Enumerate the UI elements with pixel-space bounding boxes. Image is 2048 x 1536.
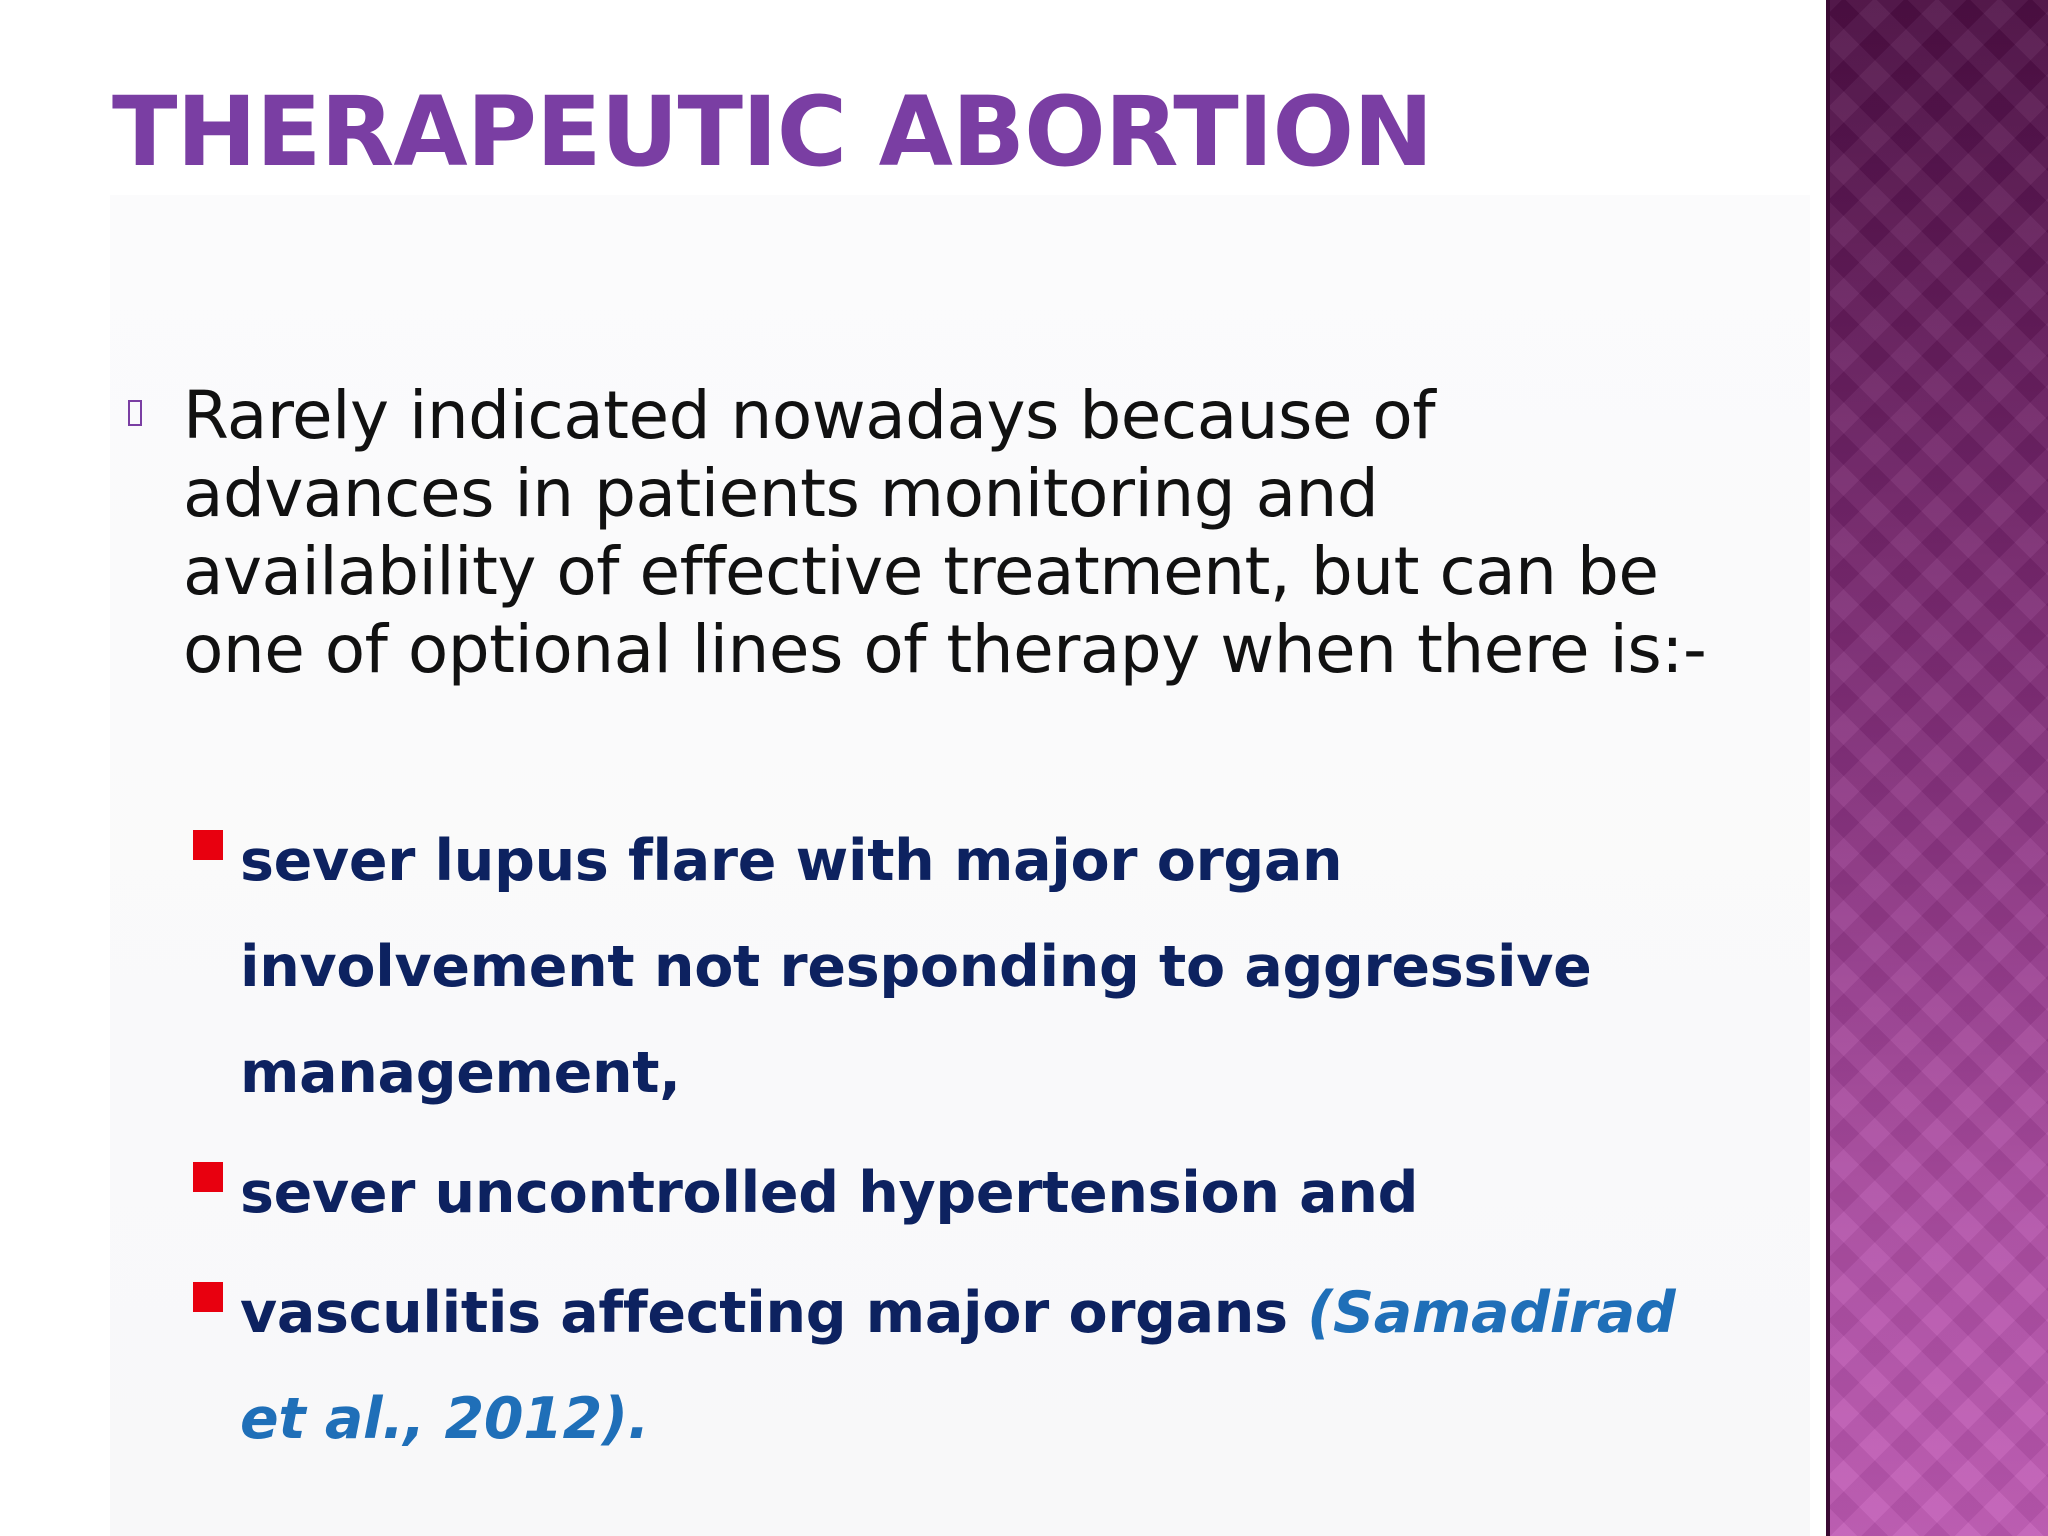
slide-title: THERAPEUTIC ABORTION [112,76,1433,188]
sub-point-item [190,1140,1750,1246]
citation: (Samadirad et al., 2012) [240,1280,1676,1452]
red-square-bullet-icon [193,1282,223,1312]
sub-point-text: sever uncontrolled hypertension and [240,1160,1419,1226]
decorative-side-band [1826,0,2048,1536]
citation-period: . [627,1386,650,1452]
main-point-text: Rarely indicated nowadays because of advances in patients monitoring and availability of effective treatment, but can be one of optional lines of therapy when there is:- [183,377,1707,688]
sub-point-item [190,1260,1750,1472]
sub-point-item [190,808,1750,1126]
sub-point-text: vasculitis affecting major organs [240,1280,1308,1346]
red-square-bullet-icon [193,830,223,860]
hollow-rectangle-bullet-icon [128,400,142,426]
red-square-bullet-icon [193,1162,223,1192]
sub-point-list [190,808,1750,1486]
side-band-edge [1826,0,1830,1536]
sub-point-text: sever lupus flare with major organ involvement not responding to aggressive management, [240,828,1592,1106]
